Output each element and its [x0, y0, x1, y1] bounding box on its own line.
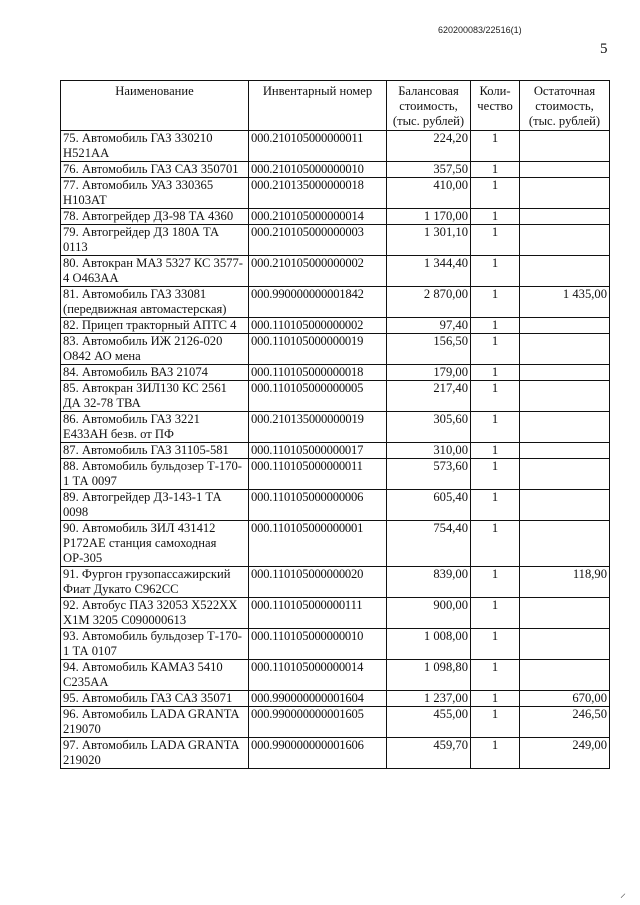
balance-value-cell: 305,60: [387, 412, 471, 443]
residual-value-cell: [520, 381, 610, 412]
page-number: 5: [600, 41, 608, 57]
balance-value-cell: 455,00: [387, 707, 471, 738]
inventory-number-cell: 000.990000000001604: [249, 691, 387, 707]
residual-value-cell: 1 435,00: [520, 287, 610, 318]
table-row: [61, 256, 610, 287]
asset-name-cell: 90. Автомобиль ЗИЛ 431412 Р172АЕ станция самоходная ОР-305: [61, 521, 249, 567]
inventory-number-cell: 000.210105000000014: [249, 209, 387, 225]
asset-name-cell: 83. Автомобиль ИЖ 2126-020 О842 АО мена: [61, 334, 249, 365]
inventory-number-cell: 000.210135000000018: [249, 178, 387, 209]
residual-value-cell: 118,90: [520, 567, 610, 598]
table-row: [61, 162, 610, 178]
table-row: [61, 318, 610, 334]
balance-value-cell: 2 870,00: [387, 287, 471, 318]
inventory-number-cell: 000.110105000000018: [249, 365, 387, 381]
residual-value-cell: [520, 365, 610, 381]
table-row: [61, 178, 610, 209]
column-header-balance: Балансовая стоимость, (тыс. рублей): [387, 81, 471, 131]
quantity-cell: 1: [471, 691, 520, 707]
residual-value-cell: [520, 443, 610, 459]
inventory-number-cell: 000.210135000000019: [249, 412, 387, 443]
residual-value-cell: [520, 490, 610, 521]
asset-name-cell: 91. Фургон грузопассажирский Фиат Дукато С962СС: [61, 567, 249, 598]
residual-value-cell: [520, 412, 610, 443]
column-header-name: Наименование: [61, 81, 249, 131]
quantity-cell: 1: [471, 178, 520, 209]
quantity-cell: 1: [471, 660, 520, 691]
asset-name-cell: 77. Автомобиль УАЗ 330365 Н103АТ: [61, 178, 249, 209]
inventory-number-cell: 000.110105000000005: [249, 381, 387, 412]
balance-value-cell: 459,70: [387, 738, 471, 769]
table-row: [61, 567, 610, 598]
balance-value-cell: 410,00: [387, 178, 471, 209]
asset-name-cell: 92. Автобус ПАЗ 32053 Х522ХХ Х1М 3205 С090000613: [61, 598, 249, 629]
quantity-cell: 1: [471, 490, 520, 521]
inventory-number-cell: 000.210105000000011: [249, 131, 387, 162]
table-header: [61, 81, 610, 131]
table-row: [61, 738, 610, 769]
balance-value-cell: 573,60: [387, 459, 471, 490]
table-row: [61, 629, 610, 660]
asset-name-cell: 89. Автогрейдер ДЗ-143-1 ТА 0098: [61, 490, 249, 521]
quantity-cell: 1: [471, 209, 520, 225]
quantity-cell: 1: [471, 131, 520, 162]
table-row: [61, 521, 610, 567]
table-row: [61, 598, 610, 629]
balance-value-cell: 1 344,40: [387, 256, 471, 287]
asset-name-cell: 75. Автомобиль ГАЗ 330210 Н521АА: [61, 131, 249, 162]
table-row: [61, 412, 610, 443]
corner-mark: ⸝: [620, 886, 627, 900]
quantity-cell: 1: [471, 521, 520, 567]
inventory-number-cell: 000.110105000000002: [249, 318, 387, 334]
quantity-cell: 1: [471, 381, 520, 412]
balance-value-cell: 900,00: [387, 598, 471, 629]
table-row: [61, 334, 610, 365]
quantity-cell: 1: [471, 629, 520, 660]
balance-value-cell: 310,00: [387, 443, 471, 459]
inventory-number-cell: 000.110105000000020: [249, 567, 387, 598]
table-row: [61, 131, 610, 162]
residual-value-cell: [520, 521, 610, 567]
residual-value-cell: [520, 131, 610, 162]
residual-value-cell: [520, 225, 610, 256]
asset-name-cell: 93. Автомобиль бульдозер Т-170-1 ТА 0107: [61, 629, 249, 660]
table-row: [61, 287, 610, 318]
residual-value-cell: [520, 660, 610, 691]
balance-value-cell: 224,20: [387, 131, 471, 162]
column-header-residual: Остаточная стоимость, (тыс. рублей): [520, 81, 610, 131]
asset-name-cell: 97. Автомобиль LADA GRANTA 219020: [61, 738, 249, 769]
balance-value-cell: 605,40: [387, 490, 471, 521]
quantity-cell: 1: [471, 707, 520, 738]
residual-value-cell: [520, 598, 610, 629]
inventory-number-cell: 000.990000000001605: [249, 707, 387, 738]
table-row: [61, 459, 610, 490]
table-row: [61, 443, 610, 459]
quantity-cell: 1: [471, 412, 520, 443]
balance-value-cell: 357,50: [387, 162, 471, 178]
asset-name-cell: 76. Автомобиль ГАЗ САЗ 350701: [61, 162, 249, 178]
column-header-inventory: Инвентарный номер: [249, 81, 387, 131]
quantity-cell: 1: [471, 334, 520, 365]
table-row: [61, 691, 610, 707]
table-row: [61, 660, 610, 691]
asset-table: [60, 80, 610, 769]
balance-value-cell: 1 237,00: [387, 691, 471, 707]
balance-value-cell: 97,40: [387, 318, 471, 334]
quantity-cell: 1: [471, 256, 520, 287]
inventory-number-cell: 000.210105000000002: [249, 256, 387, 287]
residual-value-cell: [520, 209, 610, 225]
residual-value-cell: [520, 459, 610, 490]
quantity-cell: 1: [471, 598, 520, 629]
quantity-cell: 1: [471, 567, 520, 598]
inventory-number-cell: 000.210105000000003: [249, 225, 387, 256]
column-header-quantity: Коли- чество: [471, 81, 520, 131]
quantity-cell: 1: [471, 738, 520, 769]
asset-name-cell: 87. Автомобиль ГАЗ 31105-581: [61, 443, 249, 459]
asset-name-cell: 81. Автомобиль ГАЗ 33081 (передвижная автомастерская): [61, 287, 249, 318]
quantity-cell: 1: [471, 162, 520, 178]
quantity-cell: 1: [471, 443, 520, 459]
inventory-number-cell: 000.990000000001842: [249, 287, 387, 318]
asset-name-cell: 96. Автомобиль LADA GRANTA 219070: [61, 707, 249, 738]
table-row: [61, 490, 610, 521]
residual-value-cell: [520, 256, 610, 287]
asset-name-cell: 82. Прицеп тракторный АПТС 4: [61, 318, 249, 334]
balance-value-cell: 754,40: [387, 521, 471, 567]
residual-value-cell: [520, 178, 610, 209]
inventory-number-cell: 000.110105000000017: [249, 443, 387, 459]
table-row: [61, 225, 610, 256]
residual-value-cell: 670,00: [520, 691, 610, 707]
asset-name-cell: 95. Автомобиль ГАЗ САЗ 35071: [61, 691, 249, 707]
balance-value-cell: 217,40: [387, 381, 471, 412]
inventory-number-cell: 000.110105000000111: [249, 598, 387, 629]
inventory-number-cell: 000.110105000000011: [249, 459, 387, 490]
balance-value-cell: 839,00: [387, 567, 471, 598]
inventory-number-cell: 000.110105000000019: [249, 334, 387, 365]
residual-value-cell: [520, 318, 610, 334]
asset-name-cell: 80. Автокран МАЗ 5327 КС 3577-4 О463АА: [61, 256, 249, 287]
balance-value-cell: 1 301,10: [387, 225, 471, 256]
residual-value-cell: 246,50: [520, 707, 610, 738]
inventory-number-cell: 000.110105000000001: [249, 521, 387, 567]
residual-value-cell: [520, 162, 610, 178]
document-id: 620200083/22516(1): [438, 25, 522, 35]
quantity-cell: 1: [471, 318, 520, 334]
residual-value-cell: [520, 334, 610, 365]
inventory-number-cell: 000.110105000000006: [249, 490, 387, 521]
asset-name-cell: 85. Автокран ЗИЛ130 КС 2561 ДА 32-78 ТВА: [61, 381, 249, 412]
asset-name-cell: 84. Автомобиль ВАЗ 21074: [61, 365, 249, 381]
residual-value-cell: [520, 629, 610, 660]
residual-value-cell: 249,00: [520, 738, 610, 769]
quantity-cell: 1: [471, 365, 520, 381]
table-row: [61, 707, 610, 738]
inventory-number-cell: 000.990000000001606: [249, 738, 387, 769]
balance-value-cell: 156,50: [387, 334, 471, 365]
table-body: [61, 131, 610, 769]
table-row: [61, 365, 610, 381]
asset-name-cell: 94. Автомобиль КАМАЗ 5410 С235АА: [61, 660, 249, 691]
quantity-cell: 1: [471, 225, 520, 256]
balance-value-cell: 1 170,00: [387, 209, 471, 225]
quantity-cell: 1: [471, 459, 520, 490]
balance-value-cell: 1 008,00: [387, 629, 471, 660]
quantity-cell: 1: [471, 287, 520, 318]
table-row: [61, 381, 610, 412]
asset-name-cell: 79. Автогрейдер ДЗ 180А ТА 0113: [61, 225, 249, 256]
inventory-number-cell: 000.110105000000010: [249, 629, 387, 660]
balance-value-cell: 1 098,80: [387, 660, 471, 691]
inventory-number-cell: 000.210105000000010: [249, 162, 387, 178]
asset-name-cell: 78. Автогрейдер ДЗ-98 ТА 4360: [61, 209, 249, 225]
asset-name-cell: 86. Автомобиль ГАЗ 3221 Е433АН безв. от ПФ: [61, 412, 249, 443]
inventory-number-cell: 000.110105000000014: [249, 660, 387, 691]
balance-value-cell: 179,00: [387, 365, 471, 381]
table-row: [61, 209, 610, 225]
asset-name-cell: 88. Автомобиль бульдозер Т-170-1 ТА 0097: [61, 459, 249, 490]
